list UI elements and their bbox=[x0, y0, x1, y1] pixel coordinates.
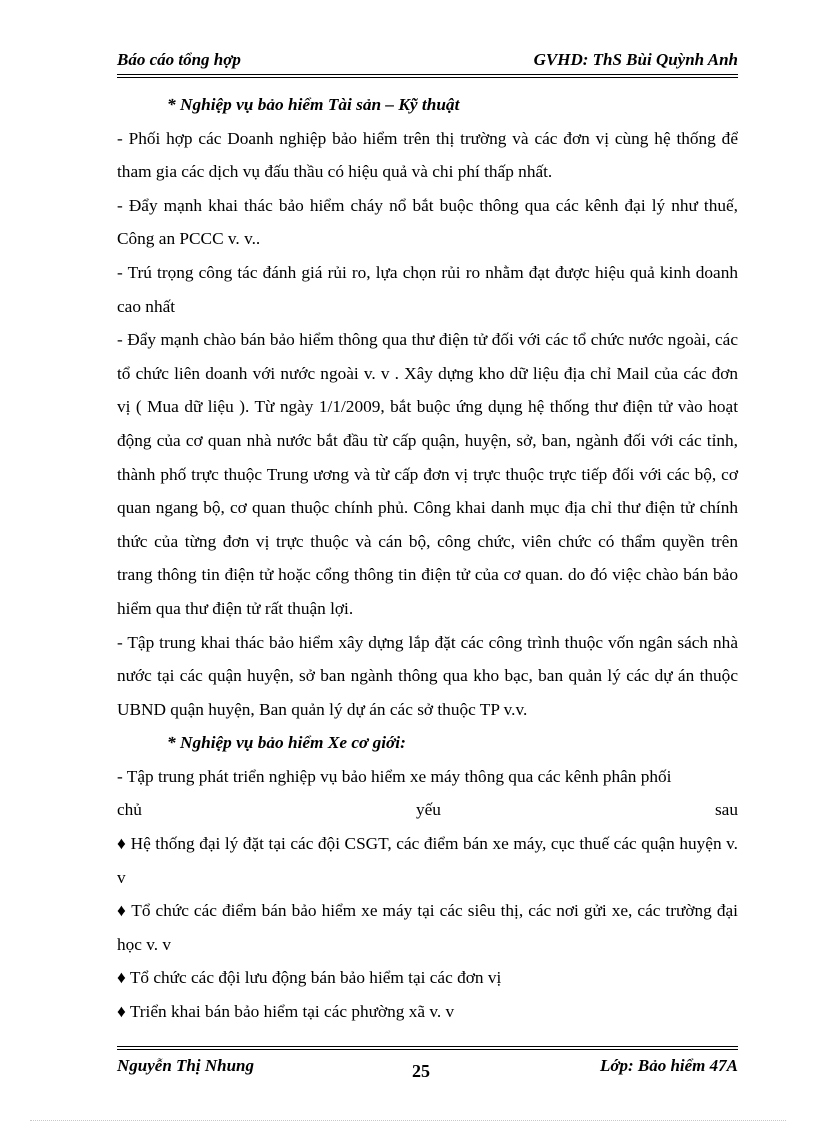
bullet-item: ♦ Triển khai bán bảo hiểm tại các phường xã v. v bbox=[117, 1002, 455, 1022]
page-boundary-line bbox=[30, 1120, 786, 1121]
paragraph: - Phối hợp các Doanh nghiệp bảo hiểm trên thị trường và các đơn vị cùng hệ thống để tham gia các dịch vụ đấu thầu có hiệu quả và chi phí thấp nhất. bbox=[117, 128, 738, 182]
bullet-item: ♦ Tổ chức các đội lưu động bán bảo hiểm tại các đơn vị bbox=[117, 968, 502, 988]
word: yếu bbox=[415, 800, 441, 820]
header-report-title: Báo cáo tổng hợp bbox=[117, 50, 241, 69]
footer-author: Nguyễn Thị Nhung bbox=[117, 1056, 254, 1075]
paragraph-continuation bbox=[117, 793, 738, 827]
bullet-item: ♦ Tổ chức các điểm bán bảo hiểm xe máy tại các siêu thị, các nơi gửi xe, các trường đại học v. v bbox=[117, 901, 738, 954]
word: sau bbox=[714, 800, 738, 820]
paragraph: - Tập trung khai thác bảo hiểm xây dựng lắp đặt các công trình thuộc vốn ngân sách nhà nước tại các quận huyện, sở ban ngành thông qua kho bạc, ban quản lý các dự án thuộc UBND quận huyện, Ban quản lý dự án các sở thuộc TP v.v. bbox=[117, 632, 738, 719]
word: chủ bbox=[117, 800, 142, 820]
paragraph: - Trú trọng công tác đánh giá rủi ro, lựa chọn rủi ro nhằm đạt được hiệu quả kinh doanh cao nhất bbox=[117, 262, 738, 316]
paragraph: - Tập trung phát triển nghiệp vụ bảo hiểm xe máy thông qua các kênh phân phối bbox=[117, 766, 672, 786]
page-footer bbox=[117, 1046, 738, 1090]
page-header bbox=[117, 46, 738, 78]
section-heading-property-technical: * Nghiệp vụ bảo hiểm Tài sản – Kỹ thuật bbox=[167, 95, 460, 114]
paragraph: - Đẩy mạnh khai thác bảo hiểm cháy nổ bắt buộc thông qua các kênh đại lý như thuế, Công an PCCC v. v.. bbox=[117, 195, 738, 249]
header-supervisor: GVHD: ThS Bùi Quỳnh Anh bbox=[533, 50, 738, 69]
footer-class: Lớp: Bảo hiểm 47A bbox=[599, 1056, 738, 1075]
section-heading-motor-vehicle: * Nghiệp vụ bảo hiểm Xe cơ giới: bbox=[167, 733, 406, 753]
paragraph: - Đẩy mạnh chào bán bảo hiểm thông qua thư điện tử đối với các tổ chức nước ngoài, các tổ chức liên doanh với nước ngoài v. v . Xây dựng kho dữ liệu địa chỉ Mail của các đơn vị ( Mua dữ liệu ). Từ ngày 1/1/2009, bắt buộc ứng dụng hệ thống thư điện tử vào hoạt động của cơ quan nhà nước bắt đầu từ cấp quận, huyện, sở, ban, ngành đối với các tỉnh, thành phố trực thuộc Trung ương và từ cấp đơn vị trực thuộc trực tiếp đối với các bộ, cơ quan ngang bộ, cơ quan thuộc chính phủ. Công khai danh mục địa chỉ thư điện tử chính thức của từng đơn vị trực thuộc và cán bộ, công chức, viên chức có thẩm quyền trên trang thông tin điện tử hoặc cổng thông tin điện tử của cơ quan. do đó việc chào bán bảo hiểm qua thư điện tử rất thuận lợi. bbox=[117, 330, 738, 618]
document-body bbox=[117, 88, 738, 1029]
bullet-item: ♦ Hệ thống đại lý đặt tại các đội CSGT, các điểm bán xe máy, cục thuế các quận huyện v. v bbox=[117, 834, 738, 887]
page-number: 25 bbox=[412, 1061, 430, 1081]
